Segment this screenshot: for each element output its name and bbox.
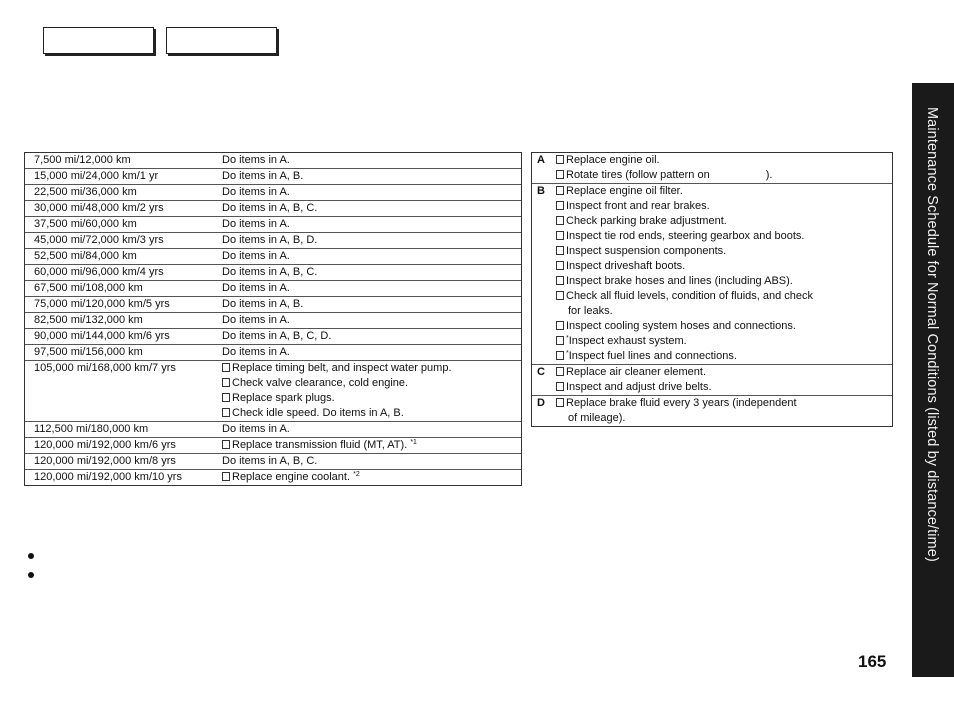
maintenance-item [556, 349, 892, 364]
schedule-work-line [222, 201, 521, 216]
schedule-distance: 82,500 mi/132,000 km [34, 314, 143, 326]
checkbox-icon [556, 155, 564, 164]
schedule-work-line [222, 361, 521, 376]
maintenance-item-suffix: ). [765, 169, 773, 181]
schedule-work-line [222, 297, 521, 312]
schedule-work-line [222, 438, 521, 453]
schedule-distance: 120,000 mi/192,000 km/6 yrs [34, 439, 176, 451]
schedule-work-line [222, 185, 521, 200]
schedule-work-line [222, 454, 521, 469]
schedule-work [222, 454, 521, 469]
schedule-row [25, 185, 521, 201]
checkbox-icon [556, 276, 564, 285]
schedule-work-text: Do items in A. [222, 282, 290, 294]
schedule-distance: 90,000 mi/144,000 km/6 yrs [34, 330, 170, 342]
maintenance-item [556, 334, 892, 349]
schedule-work-line [222, 313, 521, 328]
schedule-work [222, 438, 521, 453]
checkbox-icon [556, 246, 564, 255]
item-group-list [556, 184, 892, 364]
maintenance-item-text: Inspect suspension components. [566, 245, 727, 257]
footnote-marker: *1 [410, 439, 417, 446]
schedule-work [222, 281, 521, 296]
schedule-row [25, 345, 521, 361]
schedule-work [222, 153, 521, 168]
schedule-row [25, 233, 521, 249]
schedule-work [222, 329, 521, 344]
maintenance-item [556, 289, 892, 304]
schedule-work-line [222, 217, 521, 232]
maintenance-item [556, 274, 892, 289]
maintenance-item-text: Inspect front and rear brakes. [566, 200, 710, 212]
item-group-list [556, 365, 892, 395]
item-group-list [556, 153, 892, 183]
maintenance-item-text: Inspect tie rod ends, steering gearbox and boots. [566, 230, 805, 242]
maintenance-item [556, 259, 892, 274]
maintenance-item-text: Replace engine oil filter. [566, 185, 683, 197]
schedule-work [222, 233, 521, 248]
item-group-letter: B [537, 185, 545, 197]
schedule-distance: 52,500 mi/84,000 km [34, 250, 137, 262]
maintenance-item [556, 244, 892, 259]
schedule-work [222, 422, 521, 437]
maintenance-item [556, 304, 892, 319]
schedule-distance: 67,500 mi/108,000 km [34, 282, 143, 294]
schedule-row [25, 329, 521, 345]
schedule-row [25, 281, 521, 297]
schedule-work [222, 345, 521, 360]
maintenance-item-text: Replace engine oil. [566, 154, 660, 166]
schedule-distance: 105,000 mi/168,000 km/7 yrs [34, 362, 176, 374]
schedule-work [222, 217, 521, 232]
maintenance-item-text: Inspect brake hoses and lines (including ABS). [566, 275, 793, 287]
maintenance-item-text: of mileage). [568, 412, 626, 424]
page-number: 165 [858, 652, 887, 671]
schedule-row [25, 153, 521, 169]
item-marker: * [566, 350, 569, 357]
maintenance-item [556, 153, 892, 168]
maintenance-item-text: Rotate tires (follow pattern on [566, 169, 710, 181]
maintenance-item-text: Replace brake fluid every 3 years (independent [566, 397, 797, 409]
maintenance-schedule-table [24, 152, 522, 486]
footnote-marker: *2 [353, 471, 360, 478]
schedule-work-text: Replace timing belt, and inspect water pump. [232, 362, 452, 374]
schedule-work-text: Check idle speed. Do items in A, B. [232, 407, 404, 419]
item-marker: * [566, 335, 569, 342]
section-side-tab-label: Maintenance Schedule for Normal Conditions (listed by distance/time) [924, 107, 940, 562]
schedule-row [25, 313, 521, 329]
schedule-row [25, 217, 521, 233]
item-group-letter: A [537, 154, 545, 166]
checkbox-icon [556, 231, 564, 240]
schedule-work [222, 185, 521, 200]
checkbox-icon [222, 472, 230, 481]
schedule-work-text: Do items in A, B, C. [222, 266, 318, 278]
maintenance-item-text: Inspect cooling system hoses and connections. [566, 320, 796, 332]
schedule-work [222, 470, 521, 485]
schedule-distance: 120,000 mi/192,000 km/10 yrs [34, 471, 182, 483]
schedule-work-text: Do items in A. [222, 218, 290, 230]
schedule-work-text: Check valve clearance, cold engine. [232, 377, 409, 389]
schedule-work-text: Replace spark plugs. [232, 392, 335, 404]
schedule-row [25, 454, 521, 470]
schedule-distance: 37,500 mi/60,000 km [34, 218, 137, 230]
schedule-work-text: Do items in A. [222, 314, 290, 326]
maintenance-item [556, 168, 892, 183]
schedule-distance: 120,000 mi/192,000 km/8 yrs [34, 455, 176, 467]
header-box-left [43, 27, 154, 54]
schedule-row [25, 201, 521, 217]
maintenance-item [556, 411, 892, 426]
schedule-row [25, 438, 521, 454]
schedule-distance: 60,000 mi/96,000 km/4 yrs [34, 266, 164, 278]
checkbox-icon [556, 201, 564, 210]
schedule-work [222, 201, 521, 216]
schedule-work-text: Do items in A, B, D. [222, 234, 318, 246]
item-group [532, 184, 892, 365]
checkbox-icon [222, 393, 230, 402]
header-box-right [166, 27, 277, 54]
checkbox-icon [556, 170, 564, 179]
schedule-work [222, 169, 521, 184]
schedule-work-line [222, 376, 521, 391]
schedule-work-line [222, 233, 521, 248]
schedule-distance: 15,000 mi/24,000 km/1 yr [34, 170, 159, 182]
schedule-work-line [222, 249, 521, 264]
schedule-work-line [222, 265, 521, 280]
checkbox-icon [556, 186, 564, 195]
checkbox-icon [556, 382, 564, 391]
schedule-row [25, 422, 521, 438]
schedule-row [25, 265, 521, 281]
item-group [532, 153, 892, 184]
schedule-row [25, 361, 521, 422]
bullet-point [28, 553, 34, 559]
schedule-work-line [222, 391, 521, 406]
checkbox-icon [556, 351, 564, 360]
schedule-work-line [222, 406, 521, 421]
schedule-row [25, 470, 521, 485]
schedule-row [25, 297, 521, 313]
schedule-distance: 7,500 mi/12,000 km [34, 154, 131, 166]
item-group-letter: D [537, 397, 545, 409]
maintenance-item [556, 365, 892, 380]
schedule-work [222, 361, 521, 421]
schedule-work-line [222, 329, 521, 344]
schedule-work-text: Do items in A, B. [222, 298, 304, 310]
schedule-work-text: Do items in A, B, C. [222, 202, 318, 214]
section-side-tab [912, 83, 954, 677]
checkbox-icon [222, 408, 230, 417]
schedule-row [25, 249, 521, 265]
maintenance-item-text: Inspect exhaust system. [568, 335, 687, 347]
maintenance-item-text: Check all fluid levels, condition of fluids, and check [566, 290, 814, 302]
bullet-point [28, 572, 34, 578]
schedule-work-line [222, 169, 521, 184]
checkbox-icon [556, 216, 564, 225]
maintenance-item [556, 184, 892, 199]
schedule-work-line [222, 470, 521, 485]
checkbox-icon [556, 398, 564, 407]
schedule-work-text: Do items in A. [222, 346, 290, 358]
schedule-work-text: Do items in A. [222, 423, 290, 435]
schedule-work-text: Replace engine coolant. [232, 471, 351, 483]
maintenance-items-table [531, 152, 893, 427]
schedule-work [222, 249, 521, 264]
schedule-work [222, 313, 521, 328]
schedule-work-text: Do items in A. [222, 250, 290, 262]
schedule-row [25, 169, 521, 185]
maintenance-item [556, 319, 892, 334]
maintenance-item [556, 396, 892, 411]
schedule-distance: 30,000 mi/48,000 km/2 yrs [34, 202, 164, 214]
maintenance-item-text: Inspect and adjust drive belts. [566, 381, 712, 393]
schedule-work-text: Do items in A, B, C, D. [222, 330, 332, 342]
schedule-distance: 75,000 mi/120,000 km/5 yrs [34, 298, 170, 310]
schedule-work-line [222, 422, 521, 437]
checkbox-icon [556, 291, 564, 300]
maintenance-item [556, 229, 892, 244]
schedule-work-text: Replace transmission fluid (MT, AT). [232, 439, 408, 451]
checkbox-icon [556, 336, 564, 345]
checkbox-icon [556, 261, 564, 270]
schedule-work-text: Do items in A, B, C. [222, 455, 318, 467]
schedule-work-text: Do items in A. [222, 186, 290, 198]
maintenance-item-text: Replace air cleaner element. [566, 366, 707, 378]
schedule-distance: 22,500 mi/36,000 km [34, 186, 137, 198]
checkbox-icon [556, 321, 564, 330]
schedule-work-text: Do items in A. [222, 154, 290, 166]
maintenance-item [556, 214, 892, 229]
schedule-distance: 97,500 mi/156,000 km [34, 346, 143, 358]
checkbox-icon [222, 363, 230, 372]
schedule-work [222, 297, 521, 312]
item-group [532, 396, 892, 426]
schedule-distance: 45,000 mi/72,000 km/3 yrs [34, 234, 164, 246]
maintenance-item-text: Inspect fuel lines and connections. [568, 350, 737, 362]
schedule-work-line [222, 153, 521, 168]
schedule-work-line [222, 345, 521, 360]
checkbox-icon [222, 440, 230, 449]
maintenance-item-text: Check parking brake adjustment. [566, 215, 727, 227]
schedule-work-line [222, 281, 521, 296]
item-group [532, 365, 892, 396]
maintenance-item-text: Inspect driveshaft boots. [566, 260, 686, 272]
checkbox-icon [556, 367, 564, 376]
item-group-list [556, 396, 892, 426]
maintenance-item-text: for leaks. [568, 305, 613, 317]
item-group-letter: C [537, 366, 545, 378]
schedule-work-text: Do items in A, B. [222, 170, 304, 182]
schedule-work [222, 265, 521, 280]
maintenance-item [556, 199, 892, 214]
maintenance-item [556, 380, 892, 395]
schedule-distance: 112,500 mi/180,000 km [34, 423, 149, 435]
checkbox-icon [222, 378, 230, 387]
